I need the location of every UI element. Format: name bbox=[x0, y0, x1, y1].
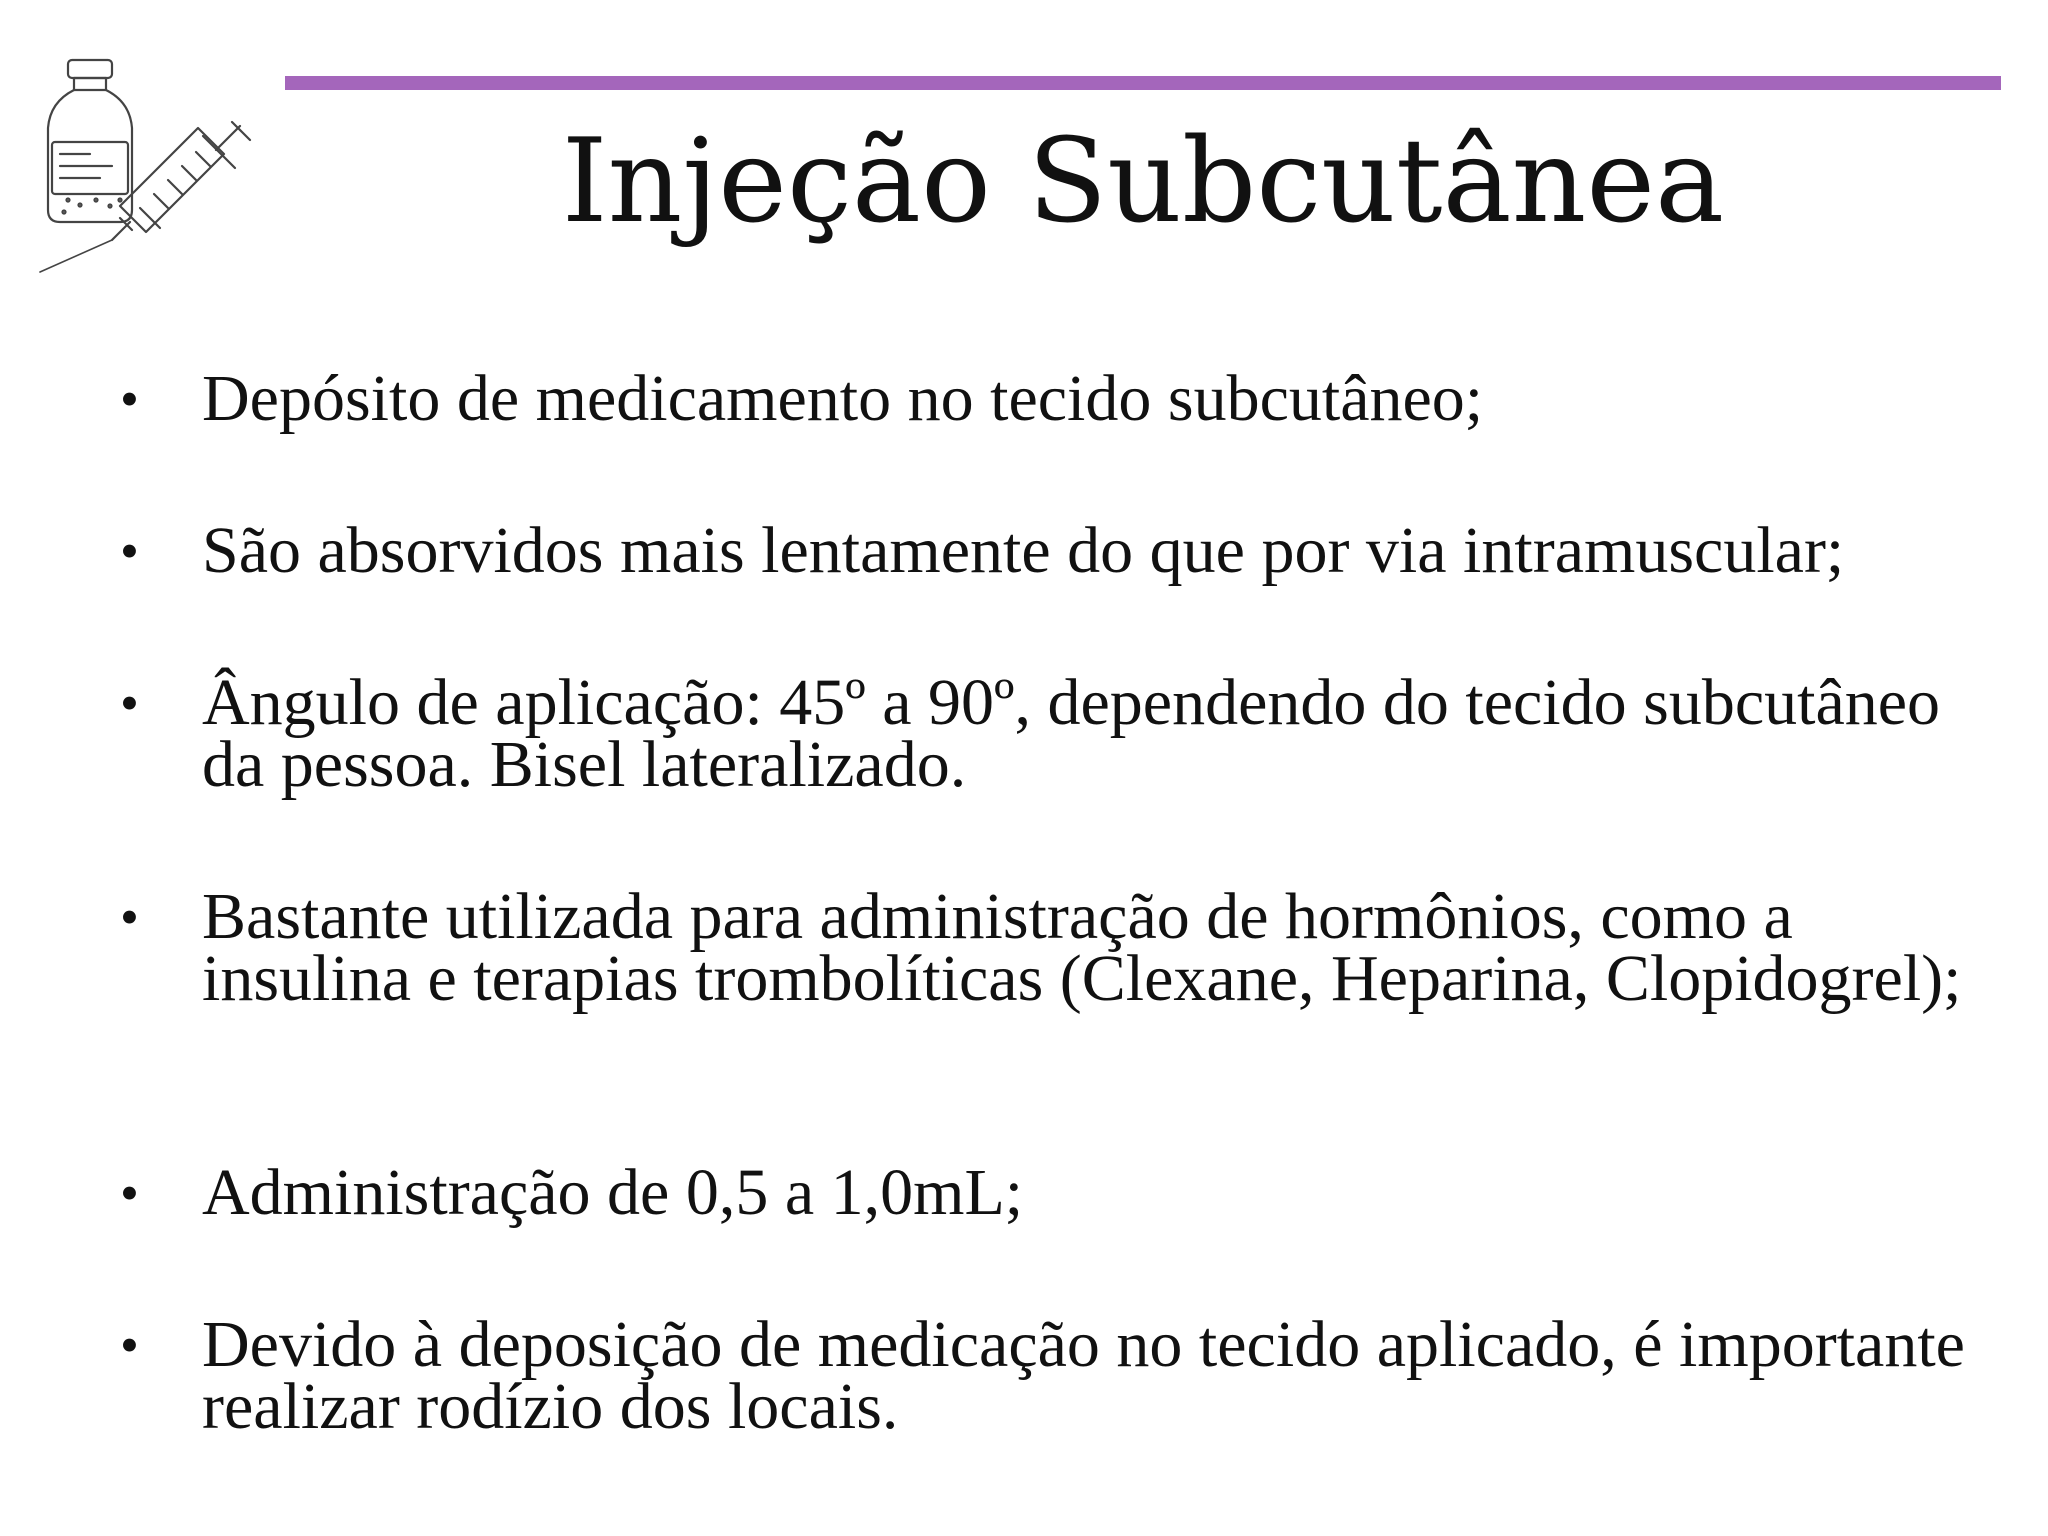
bullet-mark: • bbox=[120, 369, 139, 429]
title-accent-bar bbox=[285, 76, 2001, 90]
bullet-item bbox=[120, 1156, 1024, 1229]
bullet-text: Ângulo de aplicação: 45º a 90º, dependendo do tecido subcutâneo da pessoa. Bisel lateralizado. bbox=[202, 666, 1941, 801]
bullet-mark: • bbox=[120, 1163, 139, 1223]
slide-title: Injeção Subcutânea bbox=[561, 114, 1725, 249]
bullet-item bbox=[120, 666, 2000, 801]
bullet-mark: • bbox=[120, 887, 139, 947]
bullet-text: Devido à deposição de medicação no tecido aplicado, é importante realizar rodízio dos locais. bbox=[202, 1308, 1965, 1443]
bullet-mark: • bbox=[120, 1315, 139, 1375]
syringe-icon bbox=[40, 122, 250, 272]
vial-icon bbox=[48, 60, 132, 222]
bullet-mark: • bbox=[120, 673, 139, 733]
bullet-text: São absorvidos mais lentamente do que por via intramuscular; bbox=[202, 514, 1845, 587]
vial-and-syringe-icon bbox=[20, 50, 260, 280]
bullet-item bbox=[120, 880, 2000, 1015]
bullet-item bbox=[120, 514, 1845, 587]
bullet-text: Administração de 0,5 a 1,0mL; bbox=[202, 1156, 1024, 1229]
bullet-item bbox=[120, 1308, 2000, 1443]
bullet-text: Depósito de medicamento no tecido subcutâneo; bbox=[202, 362, 1484, 435]
bullet-text: Bastante utilizada para administração de hormônios, como a insulina e terapias trombolíticas (Clexane, Heparina, Clopidogrel); bbox=[202, 880, 1962, 1015]
bullet-item bbox=[120, 362, 1484, 435]
bullet-mark: • bbox=[120, 521, 139, 581]
